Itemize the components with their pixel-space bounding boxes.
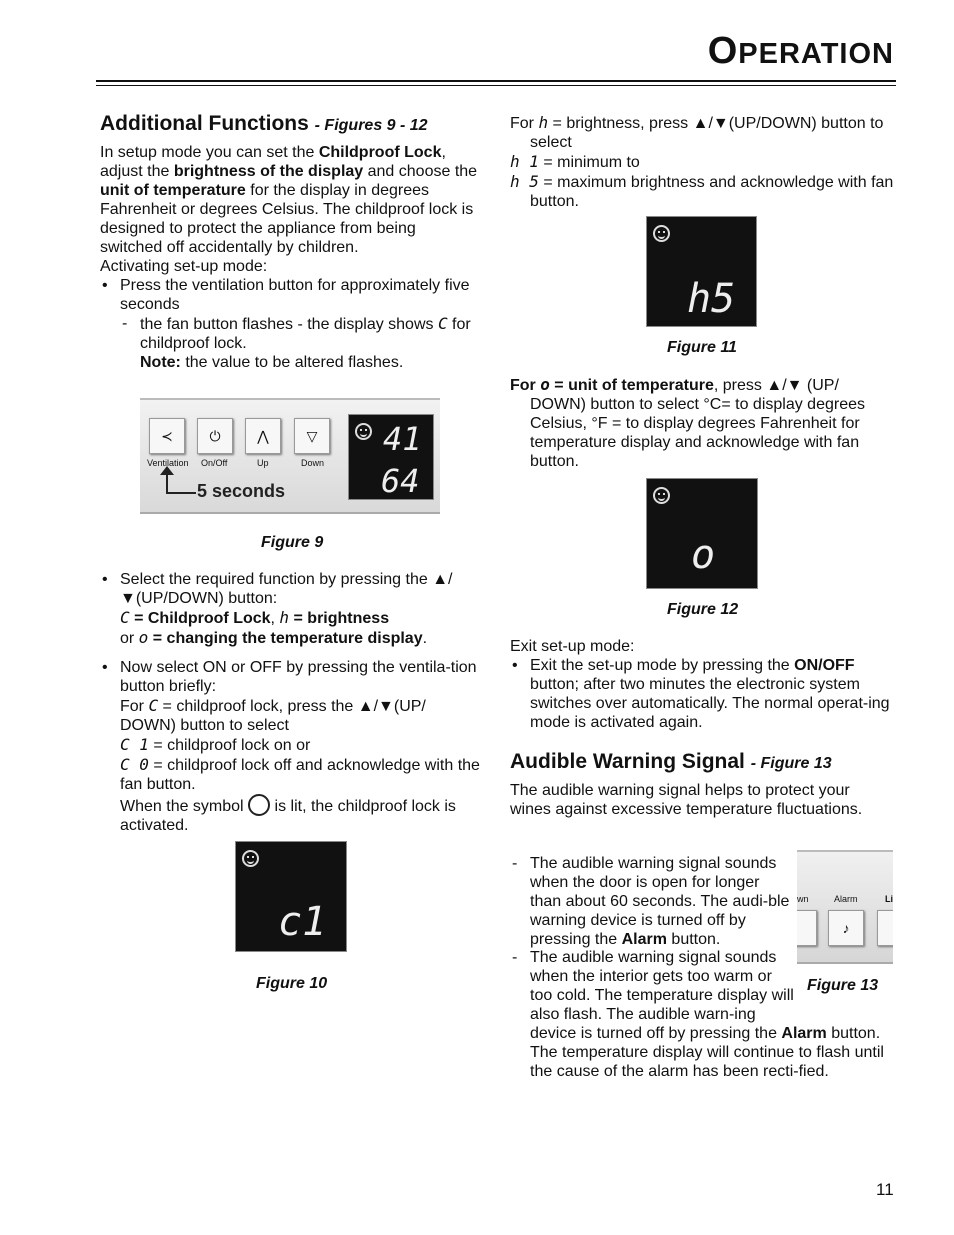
light-label-partial: Li [885, 894, 893, 904]
fan-icon: ≺ [161, 428, 173, 444]
display-c1-value: c1 [278, 899, 327, 945]
dash-b-text: The audible warning signal sounds when the interior gets too warm or too cold. The temperature display will also flash. The audible warn-ing device is turned off by pressing the [530, 949, 794, 1042]
childproof-smiley-icon [653, 225, 670, 242]
display-o-value: o [691, 532, 716, 578]
intro-bold-term: unit of temperature [100, 182, 246, 199]
exit-label: Exit set-up mode: [510, 638, 635, 655]
figure-9-control-panel [140, 398, 440, 514]
audible-intro: The audible warning signal helps to protect your wines against excessive temperature fluctuations. [510, 782, 863, 818]
bullet-press-ventilation: • Press the ventilation button for approximately five seconds [100, 276, 480, 314]
dash-interior-temp [510, 948, 895, 1081]
down-label-partial: wn [797, 894, 809, 904]
hold-duration: 5 seconds [197, 481, 286, 501]
childproof-smiley-icon [242, 850, 259, 867]
ventilation-label: Ventilation [147, 458, 189, 468]
intro-text: and choose the [363, 163, 478, 180]
smiley-icon [248, 794, 270, 816]
bullet-select-on-off: • Now select ON or OFF by pressing the ventila-tion button briefly: For C = childproof lock, press the ▲/▼(UP/ DOWN) button to select C 1 = childproof lock on or C 0 = childproof lock off and acknowledge with the fan button. When the symbol is lit, the childproof lock is activated. [100, 658, 485, 835]
intro-bold-term: Childproof Lock [318, 144, 442, 161]
intro-bold-term: brightness of the display [173, 163, 364, 180]
hold-arrow-icon [166, 472, 196, 494]
header-rule-thin [96, 85, 896, 86]
section-heading-audible-warning: Audible Warning Signal - Figure 13 [510, 750, 832, 773]
up-button[interactable] [245, 418, 281, 454]
temperature-display [348, 414, 434, 500]
unit-paragraph: For o = unit of temperature, press ▲/▼ (UP/ DOWN) button to select °C= to display degrees Celsius, °F = to display degrees Fahrenheit for temperature display and acknowledge with fan button. [510, 375, 865, 470]
alarm-term: Alarm [781, 1025, 827, 1042]
right-column [510, 113, 895, 211]
figure-11-display [646, 216, 757, 327]
alarm-button[interactable] [828, 910, 864, 946]
audible-section [510, 750, 895, 819]
down-arrow-icon: ▽ [306, 428, 318, 444]
h5-line: h 5 = maximum brightness and acknowledge with fan button. [510, 172, 894, 210]
down-button[interactable] [294, 418, 330, 454]
figure-13-caption: Figure 13 [807, 977, 879, 994]
figure-10-caption: Figure 10 [256, 975, 328, 992]
page-number: 11 [876, 1180, 894, 1199]
on-off-button[interactable] [197, 418, 233, 454]
figure-13-panel [797, 850, 893, 964]
intro-text: , adjust the [100, 144, 446, 180]
bullet-select-function: • Select the required function by pressing the ▲/▼(UP/DOWN) button: C = Childproof Lock, h = brightness or o = changing the temperature display. [100, 570, 485, 648]
section-heading-additional-functions: Additional Functions - Figures 9 - 12 [100, 112, 428, 135]
up-arrow-icon: ⋀ [257, 428, 269, 444]
display-bottom-value: 64 [381, 462, 420, 500]
down-button-partial[interactable] [797, 910, 817, 946]
on-off-label: On/Off [201, 458, 228, 468]
dash-fan-flashes: - the fan button flashes - the display shows C for childproof lock. Note: the value to be altered flashes. [120, 314, 480, 372]
activating-label: Activating set-up mode: [100, 258, 268, 275]
display-h5-value: h5 [687, 276, 736, 322]
figure-12-caption: Figure 12 [667, 601, 739, 618]
alarm-bell-icon: ♪ [842, 920, 850, 936]
intro-text: In setup mode you can set the [100, 144, 319, 161]
left-column [100, 112, 480, 372]
alarm-label: Alarm [834, 894, 858, 904]
figure-10-display [235, 841, 347, 952]
figure-12-display [646, 478, 758, 589]
dash-b-tail: button. The temperature display will continue to flash until the cause of the alarm has been recti-fied. [530, 1025, 884, 1080]
page-title: OPERATION [707, 30, 894, 72]
childproof-smiley-icon [653, 487, 670, 504]
left-column-lower [100, 570, 485, 835]
display-top-value: 41 [383, 420, 422, 458]
intro-paragraph [100, 143, 480, 257]
bullet-exit-setup: • Exit the set-up mode by pressing the ON/OFF button; after two minutes the electronic system switches over automatically. The normal operat-ing mode is activated again. [510, 656, 895, 732]
dash-door-open: - The audible warning signal sounds when the door is open for longer than about 60 seconds. The audi-ble warning device is turned off by pressing the Alarm button. [510, 854, 792, 949]
intro-text: for the display in degrees Fahrenheit or degrees Celsius. The childproof lock is designed to protect the appliance from being switched off accidentally by children. [100, 182, 474, 256]
power-icon: ⏻ [209, 428, 221, 444]
figure-11-caption: Figure 11 [667, 339, 737, 356]
brightness-paragraph: For h = brightness, press ▲/▼(UP/DOWN) button to select [510, 113, 884, 151]
h1-line: h 1 = minimum to [510, 152, 640, 171]
header-rule [96, 80, 896, 82]
light-button-partial[interactable] [877, 910, 893, 946]
up-label: Up [257, 458, 269, 468]
figure-9-caption: Figure 9 [261, 534, 324, 551]
arrow-head-icon [160, 466, 174, 475]
down-label: Down [301, 458, 325, 468]
ventilation-button[interactable] [149, 418, 185, 454]
exit-section [510, 637, 895, 732]
childproof-smiley-icon [355, 423, 372, 440]
